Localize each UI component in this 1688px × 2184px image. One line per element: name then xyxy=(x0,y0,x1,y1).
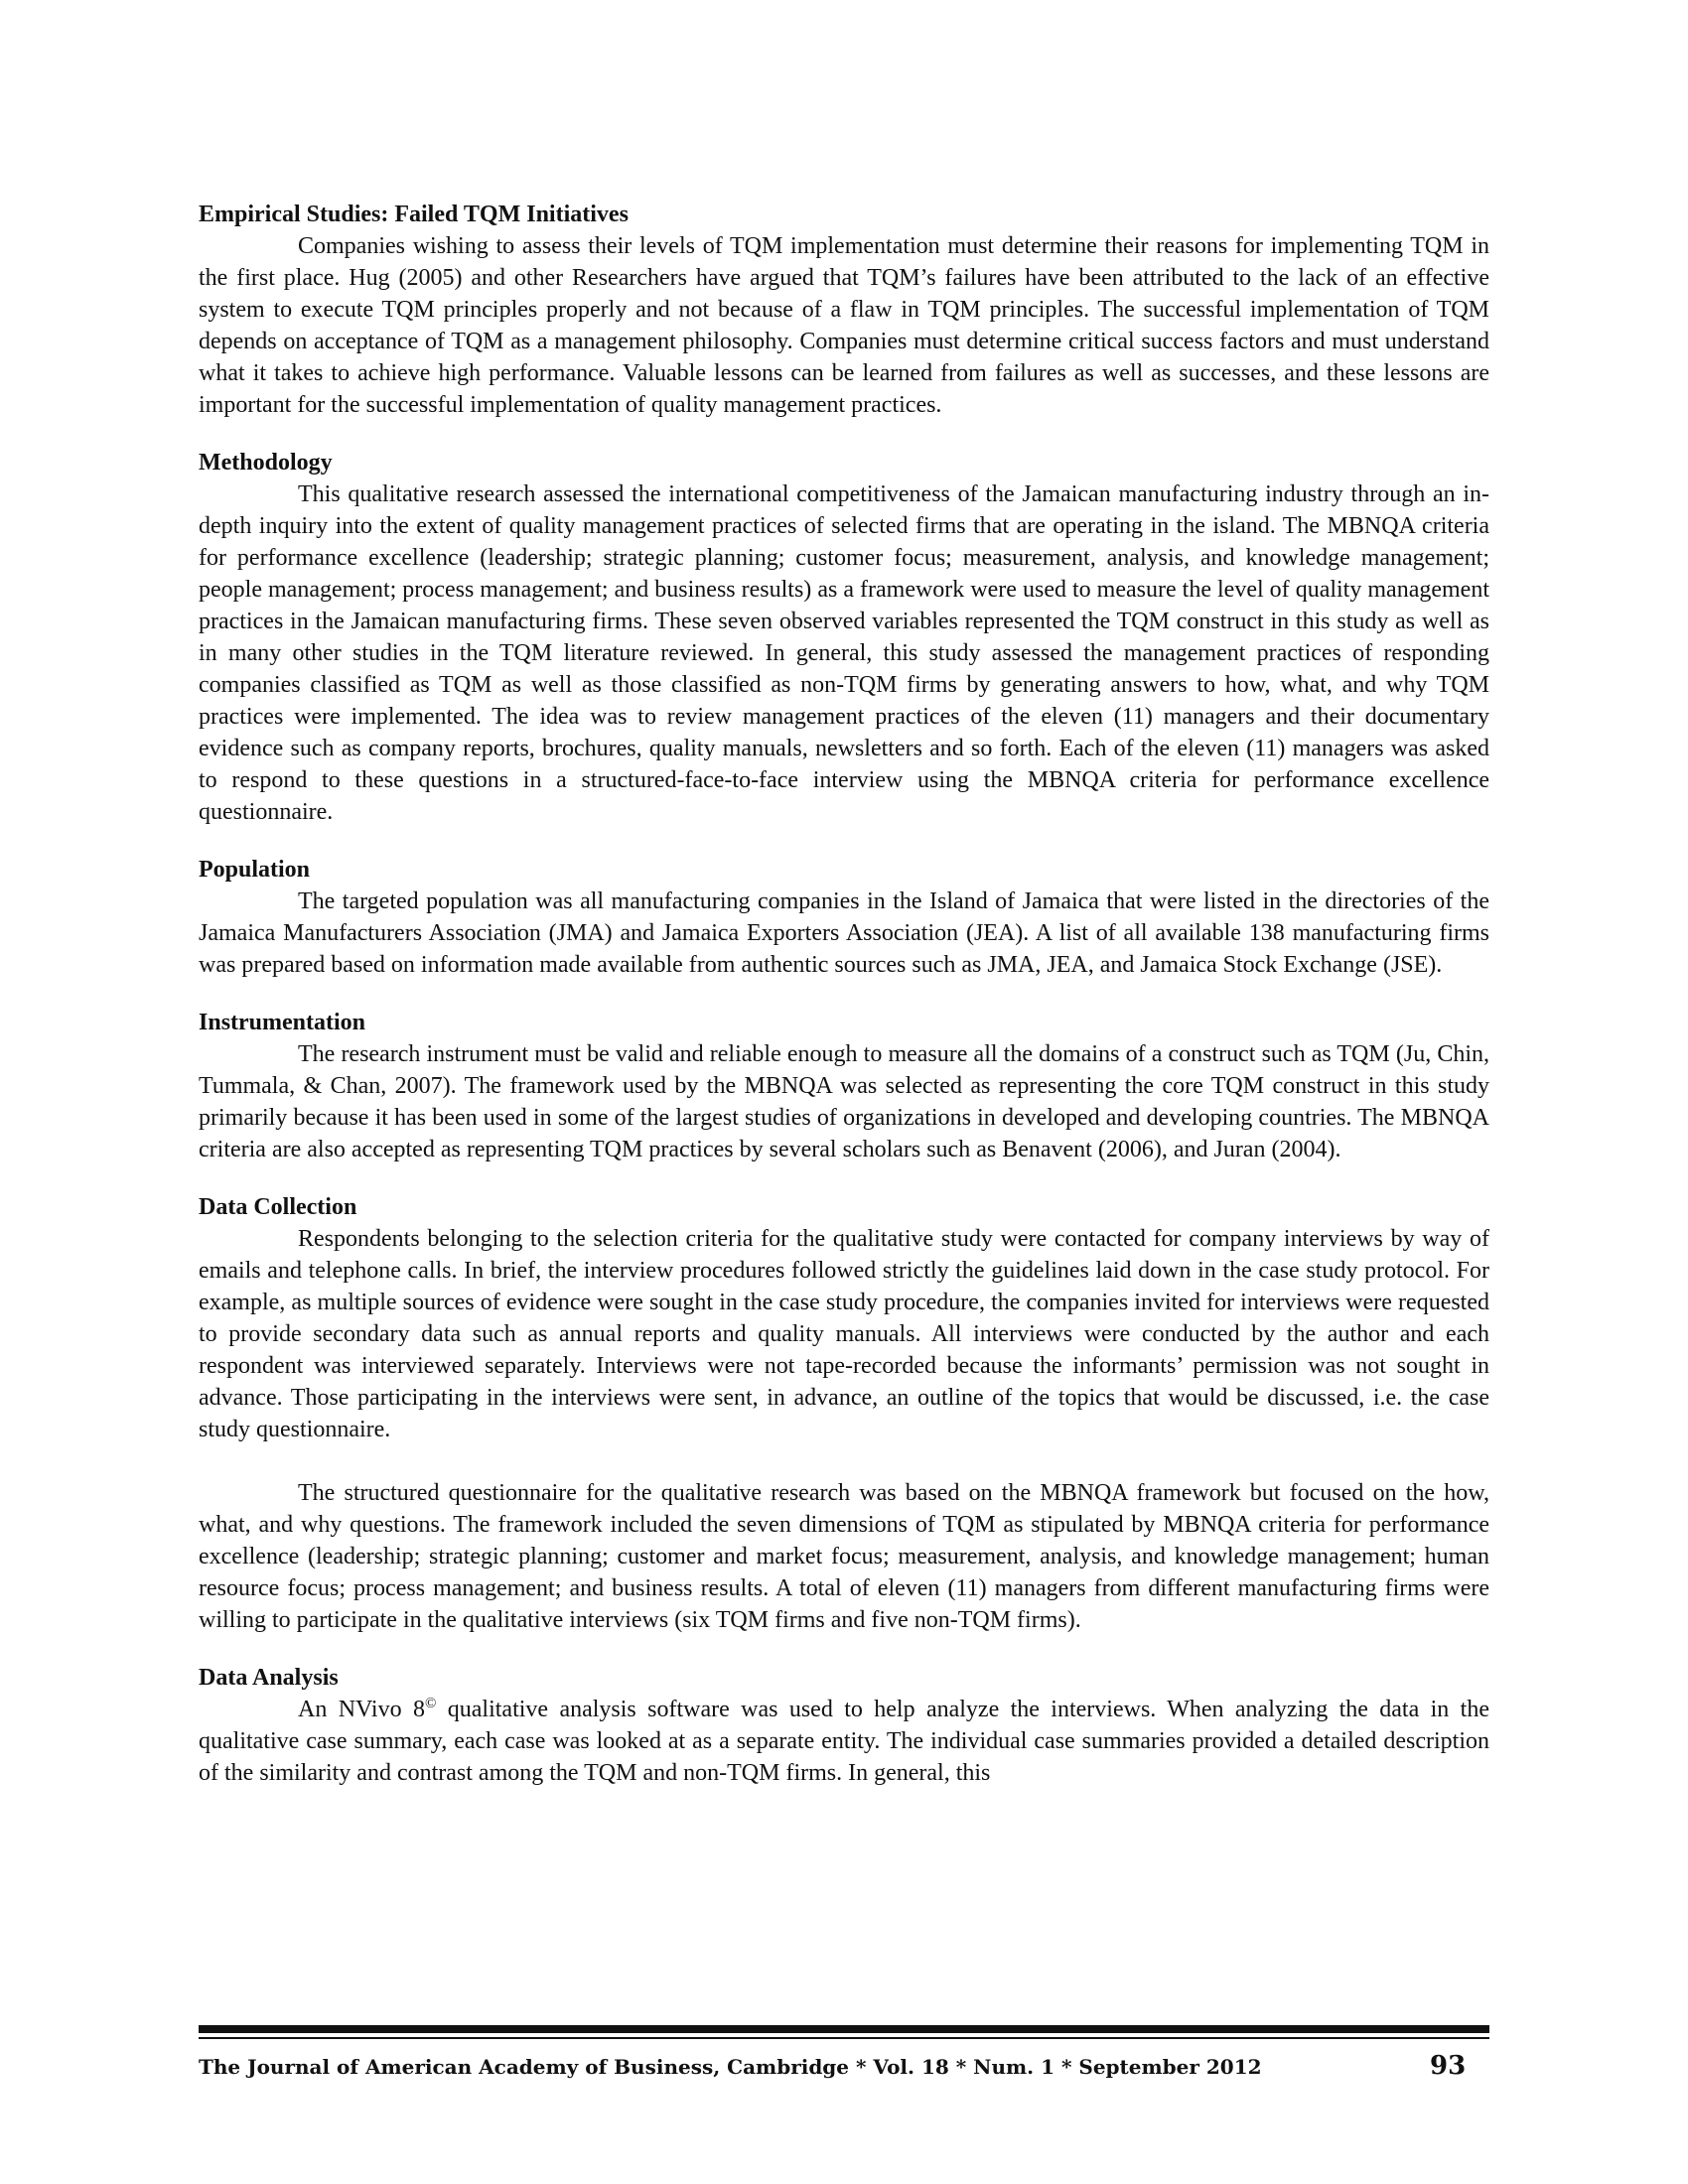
section-population xyxy=(199,854,1489,981)
section-data-collection xyxy=(199,1191,1489,1636)
paragraph: Respondents belonging to the selection criteria for the qualitative study were contacted for company interviews by way of emails and telephone calls. In brief, the interview procedures followed strictly the guidelines laid down in the case study protocol. For example, as multiple sources of evidence were sought in the case study procedure, the companies invited for interviews were requested to provide secondary data such as annual reports and quality manuals. All interviews were conducted by the author and each respondent was interviewed separately. Interviews were not tape-recorded because the informants’ permission was not sought in advance. Those participating in the interviews were sent, in advance, an outline of the topics that would be discussed, i.e. the case study questionnaire. xyxy=(199,1226,1489,1442)
paragraph: Companies wishing to assess their levels of TQM implementation must determine their reasons for implementing TQM in the first place. Hug (2005) and other Researchers have argued that TQM’s failures have been attributed to the lack of an effective system to execute TQM principles properly and not because of a flaw in TQM principles. The successful implementation of TQM depends on acceptance of TQM as a management philosophy. Companies must determine critical success factors and must understand what it takes to achieve high performance. Valuable lessons can be learned from failures as well as successes, and these lessons are important for the successful implementation of quality management practices. xyxy=(199,233,1489,418)
paragraph: The structured questionnaire for the qualitative research was based on the MBNQA framework but focused on the how, what, and why questions. The framework included the seven dimensions of TQM as stipulated by MBNQA criteria for performance excellence (leadership; strategic planning; customer and market focus; measurement, analysis, and knowledge management; human resource focus; process management; and business results. A total of eleven (11) managers from different manufacturing firms were willing to participate in the qualitative interviews (six TQM firms and five non-TQM firms). xyxy=(199,1480,1489,1633)
section-heading: Instrumentation xyxy=(199,1010,366,1035)
section-methodology xyxy=(199,447,1489,828)
footer-rule-thin xyxy=(199,2037,1489,2039)
body-content xyxy=(199,199,1489,1789)
copyright-mark: © xyxy=(424,1696,437,1711)
section-empirical-studies xyxy=(199,199,1489,421)
paragraph-lead: An NVivo 8 xyxy=(298,1697,425,1722)
paragraph: This qualitative research assessed the international competitiveness of the Jamaican manufacturing industry through an in-depth inquiry into the extent of quality management practices of selected firms that are operating in the island. The MBNQA criteria for performance excellence (leadership; strategic planning; customer focus; measurement, analysis, and knowledge management; people management; process management; and business results) as a framework were used to measure the level of quality management practices in the Jamaican manufacturing firms. These seven observed variables represented the TQM construct in this study as well as in many other studies in the TQM literature reviewed. In general, this study assessed the management practices of responding companies classified as TQM as well as those classified as non-TQM firms by generating answers to how, what, and why TQM practices were implemented. The idea was to review management practices of the eleven (11) managers and their documentary evidence such as company reports, brochures, quality manuals, newsletters and so forth. Each of the eleven (11) managers was asked to respond to these questions in a structured-face-to-face interview using the MBNQA criteria for performance excellence questionnaire. xyxy=(199,481,1489,825)
section-instrumentation xyxy=(199,1007,1489,1165)
footer-journal-line: The Journal of American Academy of Business, Cambridge * Vol. 18 * Num. 1 * September 2012 xyxy=(199,2055,1262,2079)
section-heading: Methodology xyxy=(199,450,333,476)
page-number: 93 xyxy=(1430,2051,1467,2081)
paragraph: The research instrument must be valid and reliable enough to measure all the domains of a construct such as TQM (Ju, Chin, Tummala, & Chan, 2007). The framework used by the MBNQA was selected as representing the core TQM construct in this study primarily because it has been used in some of the largest studies of organizations in developed and developing countries. The MBNQA criteria are also accepted as representing TQM practices by several scholars such as Benavent (2006), and Juran (2004). xyxy=(199,1041,1489,1162)
paragraph-rest: qualitative analysis software was used to help analyze the interviews. When analyzing the data in the qualitative case summary, each case was looked at as a separate entity. The individual case summaries provided a detailed description of the similarity and contrast among the TQM and non-TQM firms. In general, this xyxy=(199,1697,1489,1786)
footer-rule-thick xyxy=(199,2025,1489,2033)
section-heading: Population xyxy=(199,857,311,883)
section-heading: Data Collection xyxy=(199,1194,357,1220)
paragraph xyxy=(199,1694,1489,1789)
section-heading: Data Analysis xyxy=(199,1665,339,1691)
section-heading: Empirical Studies: Failed TQM Initiatives xyxy=(199,202,629,227)
paragraph: The targeted population was all manufacturing companies in the Island of Jamaica that were listed in the directories of the Jamaica Manufacturers Association (JMA) and Jamaica Exporters Association (JEA). A list of all available 138 manufacturing firms was prepared based on information made available from authentic sources such as JMA, JEA, and Jamaica Stock Exchange (JSE). xyxy=(199,888,1489,978)
section-data-analysis xyxy=(199,1662,1489,1789)
